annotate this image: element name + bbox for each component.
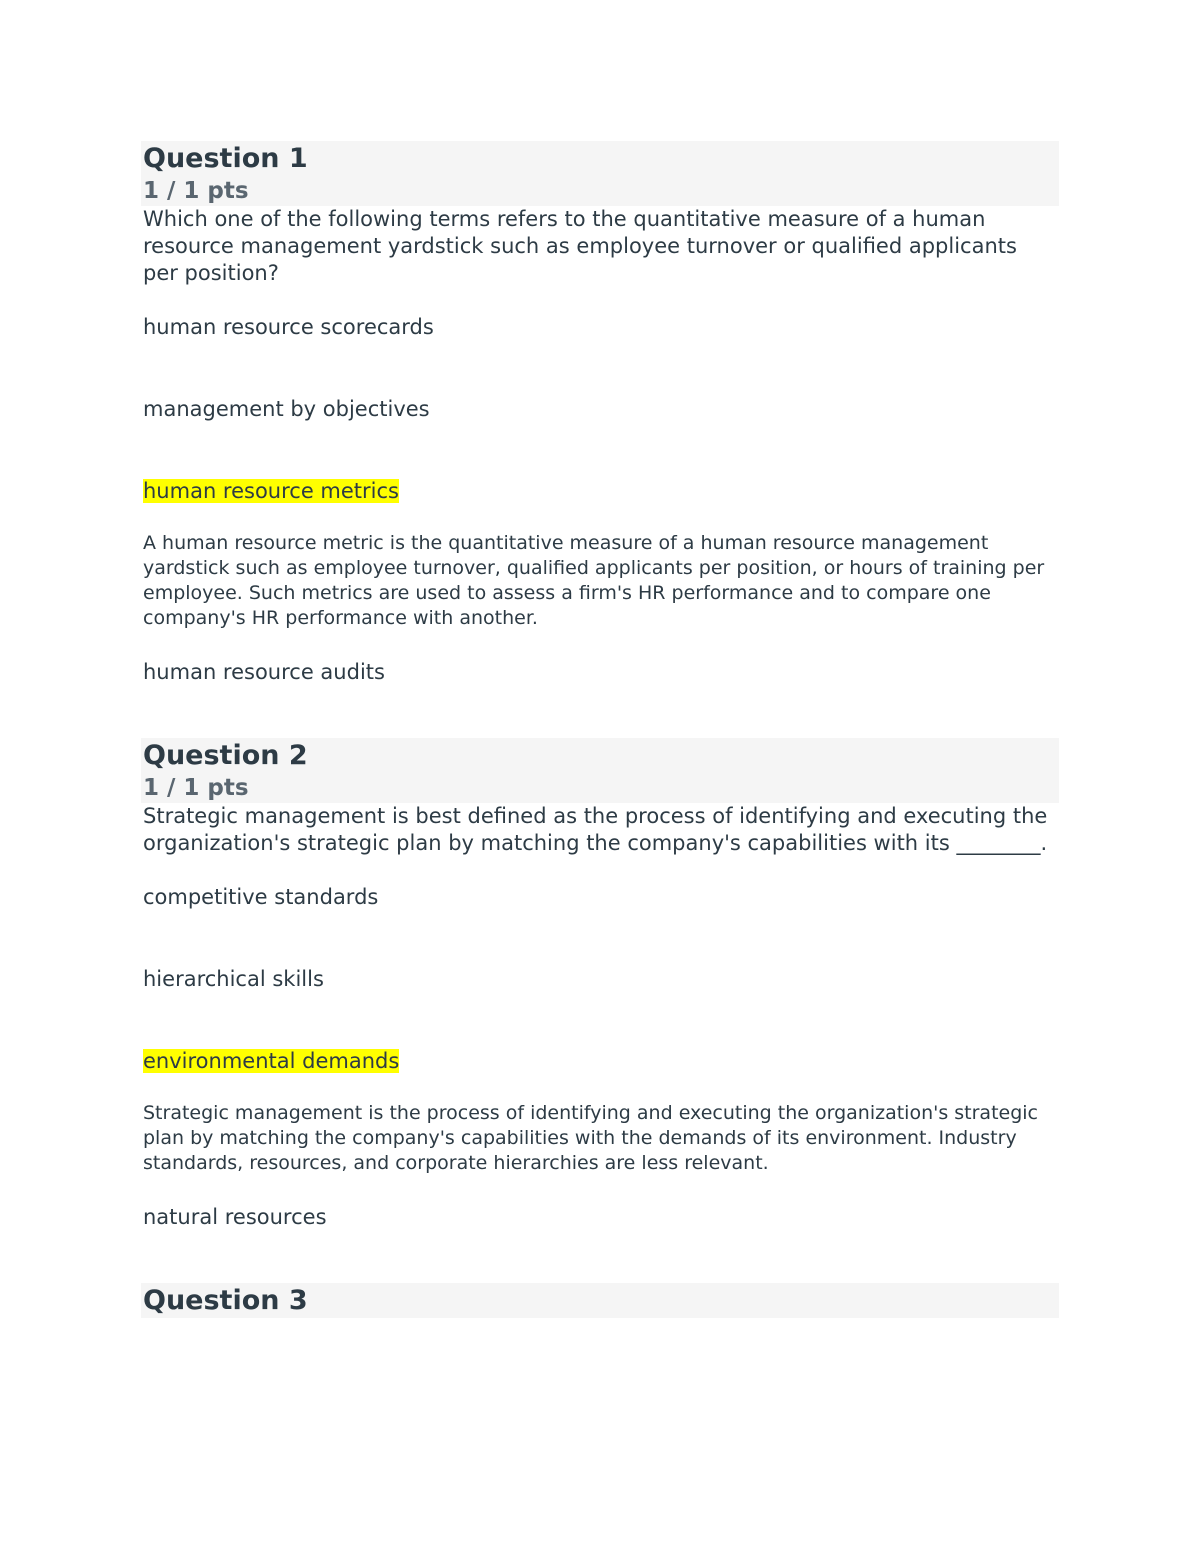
answer-label: human resource scorecards	[143, 315, 434, 339]
correct-answer-option	[141, 1047, 1059, 1075]
answer-option	[141, 395, 1059, 423]
question-title: Question 1	[143, 143, 308, 174]
answer-option	[141, 883, 1059, 911]
question-text: Which one of the following terms refers to the quantitative measure of a human resource management yardstick such as employee turnover or qualified applicants per position?	[143, 207, 1017, 285]
quiz-results-page	[141, 141, 1059, 1318]
correct-answer-option	[141, 477, 1059, 505]
answer-label: competitive standards	[143, 885, 379, 909]
question-1	[141, 141, 1059, 686]
question-header	[141, 738, 1059, 803]
answer-option	[141, 313, 1059, 341]
question-points: 1 / 1 pts	[143, 775, 249, 801]
question-3	[141, 1283, 1059, 1318]
question-text: Strategic management is best defined as the process of identifying and executing the organization's strategic plan by matching the company's capabilities with its ________.	[143, 804, 1048, 855]
answer-explanation: A human resource metric is the quantitative measure of a human resource management yardstick such as employee turnover, qualified applicants per position, or hours of training per employee. Such metrics are used to assess a firm's HR performance and to compare one company's HR performance with another.	[143, 532, 1045, 629]
answer-label: natural resources	[143, 1205, 327, 1229]
answer-explanation: Strategic management is the process of identifying and executing the organization's strategic plan by matching the company's capabilities with the demands of its environment. Industry standards, resources, and corporate hierarchies are less relevant.	[143, 1102, 1039, 1174]
answer-option	[141, 965, 1059, 993]
question-header	[141, 141, 1059, 206]
question-title: Question 2	[143, 740, 308, 771]
question-2	[141, 738, 1059, 1231]
question-header	[141, 1283, 1059, 1318]
answer-label: management by objectives	[143, 397, 430, 421]
answer-label: human resource metrics	[143, 479, 399, 503]
answer-label: human resource audits	[143, 660, 385, 684]
question-points: 1 / 1 pts	[143, 178, 249, 204]
answer-option	[141, 1203, 1059, 1231]
answer-label: environmental demands	[143, 1049, 400, 1073]
question-title: Question 3	[143, 1285, 308, 1316]
answer-label: hierarchical skills	[143, 967, 324, 991]
answer-option	[141, 658, 1059, 686]
